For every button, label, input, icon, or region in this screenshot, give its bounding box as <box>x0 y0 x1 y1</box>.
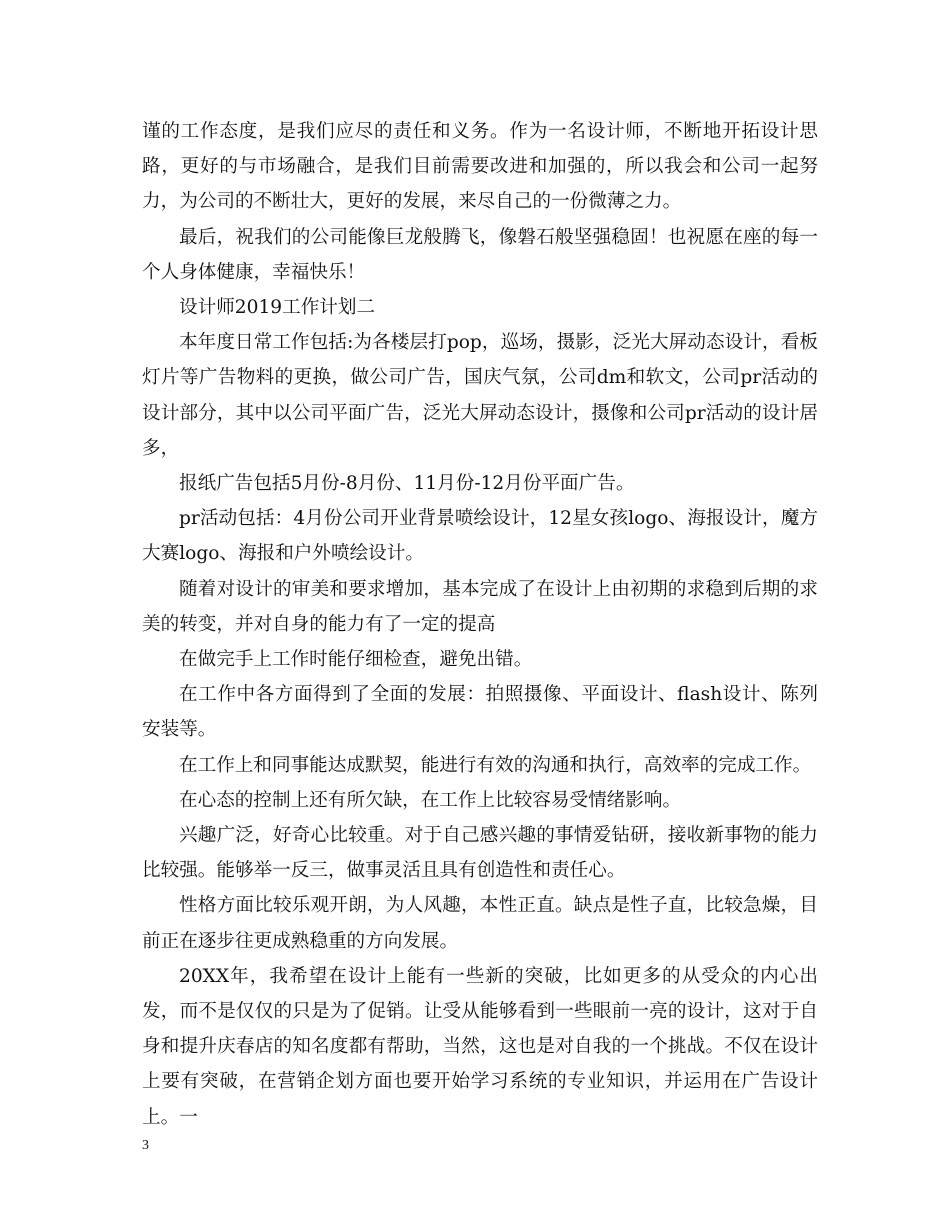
section-heading: 设计师2019工作计划二 <box>179 297 376 319</box>
paragraph-13: 性格方面比较乐观开朗，为人风趣，本性正直。缺点是性子直，比较急燥，目前正在逐步往更成熟稳重的方向发展。 <box>142 895 818 952</box>
paragraph-1: 谨的工作态度，是我们应尽的责任和义务。作为一名设计师，不断地开拓设计思路，更好的与市场融合，是我们目前需要改进和加强的，所以我会和公司一起努力，为公司的不断壮大，更好的发展，来尽自己的一份微薄之力。 <box>142 121 818 213</box>
paragraph-4: 本年度日常工作包括:为各楼层打pop，巡场，摄影，泛光大屏动态设计，看板灯片等广告物料的更换，做公司广告，国庆气氛，公司dm和软文，公司pr活动的设计部分，其中以公司平面广告，泛光大屏动态设计，摄像和公司pr活动的设计居多， <box>142 332 818 459</box>
paragraph-7: 随着对设计的审美和要求增加，基本完成了在设计上由初期的求稳到后期的求美的转变，并对自身的能力有了一定的提高 <box>142 578 818 635</box>
paragraph-2: 最后，祝我们的公司能像巨龙般腾飞，像磐石般坚强稳固！也祝愿在座的每一个人身体健康，幸福快乐！ <box>142 226 818 283</box>
body-text <box>142 114 818 1135</box>
page-number: 3 <box>142 1138 149 1153</box>
paragraph-14: 20XX年，我希望在设计上能有一些新的突破，比如更多的从受众的内心出发，而不是仅仅的只是为了促销。让受从能够看到一些眼前一亮的设计，这对于自身和提升庆春店的知名度都有帮助，当然，这也是对自我的一个挑战。不仅在设计上要有突破，在营销企划方面也要开始学习系统的专业知识，并运用在广告设计上。一 <box>142 965 818 1128</box>
paragraph-5: 报纸广告包括5月份-8月份、11月份-12月份平面广告。 <box>179 473 635 495</box>
paragraph-10: 在工作上和同事能达成默契，能进行有效的沟通和执行，高效率的完成工作。 <box>179 754 812 776</box>
paragraph-8: 在做完手上工作时能仔细检查，避免出错。 <box>179 649 533 671</box>
paragraph-11: 在心态的控制上还有所欠缺，在工作上比较容易受情绪影响。 <box>179 789 682 811</box>
paragraph-12: 兴趣广泛，好奇心比较重。对于自己感兴趣的事情爱钻研，接收新事物的能力比较强。能够举一反三，做事灵活且具有创造性和责任心。 <box>142 825 818 882</box>
paragraph-9: 在工作中各方面得到了全面的发展：拍照摄像、平面设计、flash设计、陈列安装等。 <box>142 684 818 741</box>
paragraph-6: pr活动包括：4月份公司开业背景喷绘设计，12星女孩logo、海报设计，魔方大赛logo、海报和户外喷绘设计。 <box>142 508 818 565</box>
